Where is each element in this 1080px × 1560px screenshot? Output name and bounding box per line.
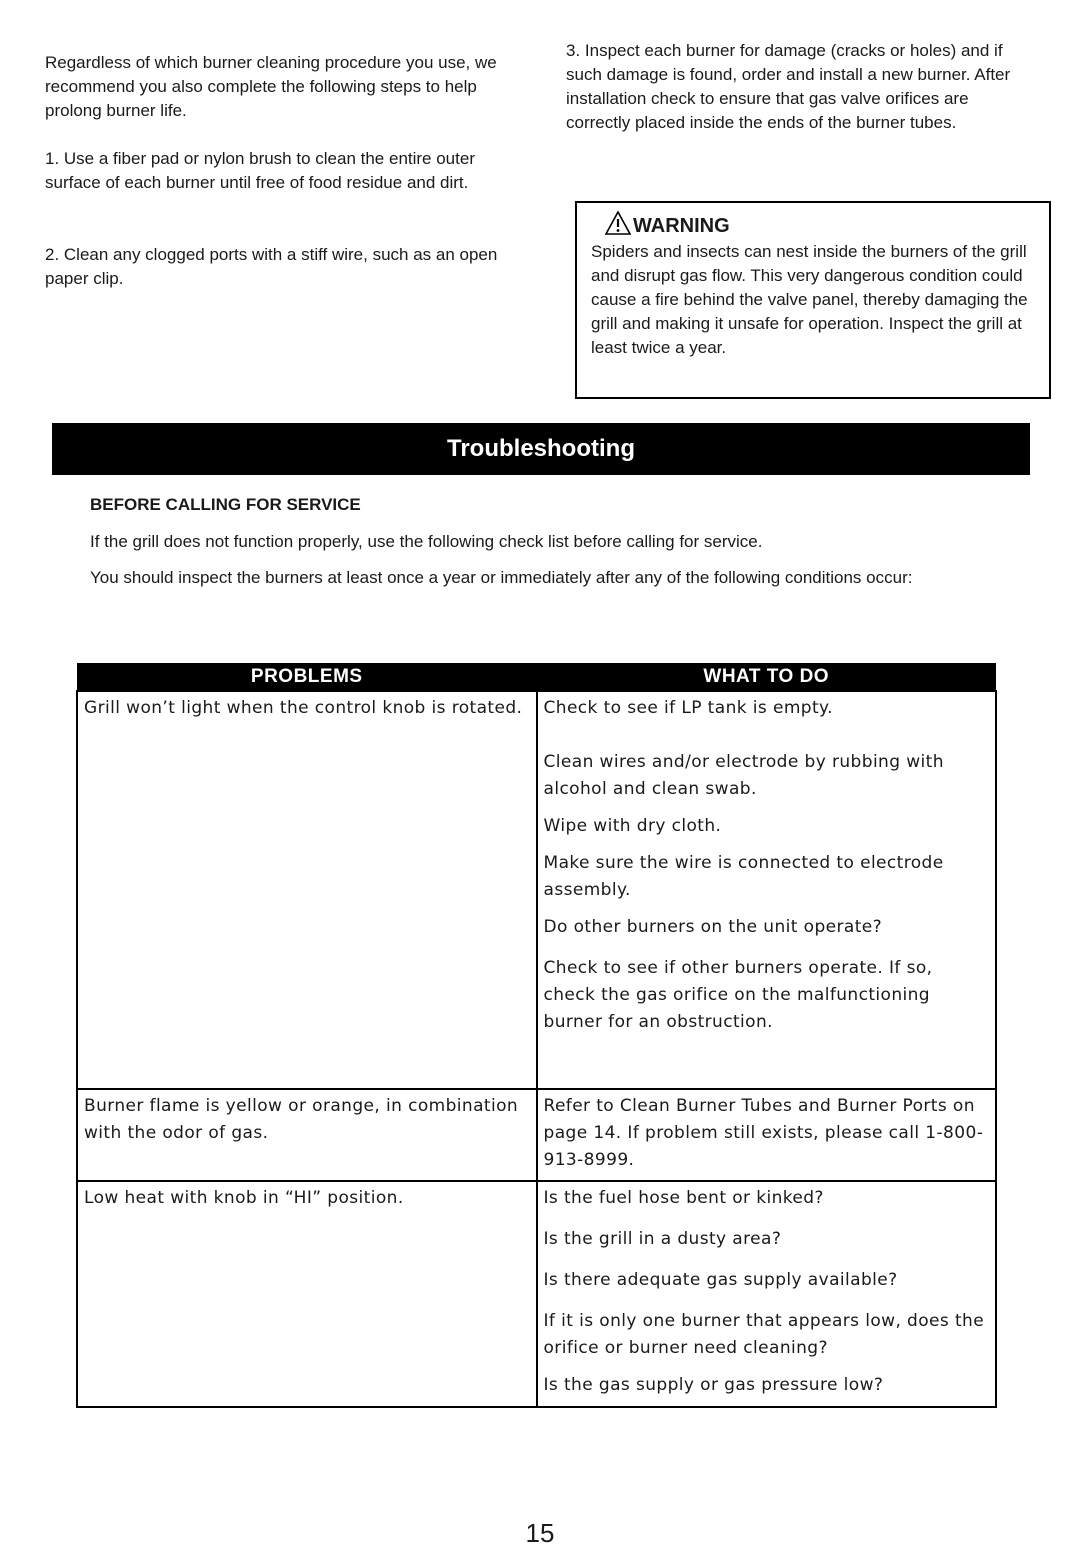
warning-text: Spiders and insects can nest inside the burners of the grill and disrupt gas flow. This very dangerous condition could cause a fire behind the valve panel, thereby damaging the grill and making it unsafe for operation. Inspect the grill at least twice a year. — [591, 242, 1028, 357]
problem-cell: Grill won’t light when the control knob is rotated. — [77, 691, 537, 1089]
action-item: Make sure the wire is connected to electrode assembly. — [543, 853, 944, 900]
before-calling-paragraph-2: You should inspect the burners at least once a year or immediately after any of the following conditions occur: — [90, 568, 913, 587]
step-1-paragraph: 1. Use a fiber pad or nylon brush to clean the entire outer surface of each burner until free of food residue and dirt. — [45, 149, 475, 192]
problem-cell: Low heat with knob in “HI” position. — [77, 1181, 537, 1407]
action-item: Clean wires and/or electrode by rubbing with alcohol and clean swab. — [543, 752, 944, 799]
header-problems: PROBLEMS — [77, 663, 537, 691]
action-item: If it is only one burner that appears low, does the orifice or burner need cleaning? — [543, 1311, 985, 1358]
action-item: Wipe with dry cloth. — [543, 816, 722, 836]
table-row — [77, 1181, 996, 1407]
action-item: Is there adequate gas supply available? — [543, 1270, 898, 1290]
step-3-paragraph: 3. Inspect each burner for damage (cracks or holes) and if such damage is found, order and install a new burner. After installation check to ensure that gas valve orifices are correctly placed inside the ends of the burner tubes. — [566, 41, 1011, 132]
action-item: Refer to Clean Burner Tubes and Burner Ports on page 14. If problem still exists, please call 1-800-913-8999. — [543, 1096, 984, 1170]
action-item: Check to see if other burners operate. If so, check the gas orifice on the malfunctioning burner for an obstruction. — [543, 958, 933, 1032]
action-item: Is the grill in a dusty area? — [543, 1229, 782, 1249]
warning-box — [575, 201, 1051, 399]
troubleshooting-table — [76, 663, 997, 1408]
before-calling-paragraph-1: If the grill does not function properly, use the following check list before calling for service. — [90, 532, 763, 551]
intro-paragraph: Regardless of which burner cleaning procedure you use, we recommend you also complete the following steps to help prolong burner life. — [45, 53, 497, 120]
table-header-row — [77, 663, 996, 691]
action-item: Is the fuel hose bent or kinked? — [543, 1188, 824, 1208]
action-cell — [537, 1089, 997, 1181]
table-row — [77, 691, 996, 1089]
action-cell — [537, 691, 997, 1089]
warning-title-text: WARNING — [633, 215, 730, 237]
action-cell — [537, 1181, 997, 1407]
action-item: Check to see if LP tank is empty. — [543, 698, 833, 718]
action-item: Is the gas supply or gas pressure low? — [543, 1375, 884, 1395]
table-row — [77, 1089, 996, 1181]
action-item: Do other burners on the unit operate? — [543, 917, 883, 937]
before-calling-heading: BEFORE CALLING FOR SERVICE — [90, 495, 361, 514]
warning-title — [605, 211, 730, 239]
header-what-to-do: WHAT TO DO — [537, 663, 997, 691]
section-banner: Troubleshooting — [52, 423, 1030, 475]
page-number: 15 — [525, 1518, 555, 1548]
step-2-paragraph: 2. Clean any clogged ports with a stiff wire, such as an open paper clip. — [45, 245, 498, 288]
warning-triangle-icon — [605, 211, 631, 235]
problem-cell: Burner flame is yellow or orange, in combination with the odor of gas. — [77, 1089, 537, 1181]
